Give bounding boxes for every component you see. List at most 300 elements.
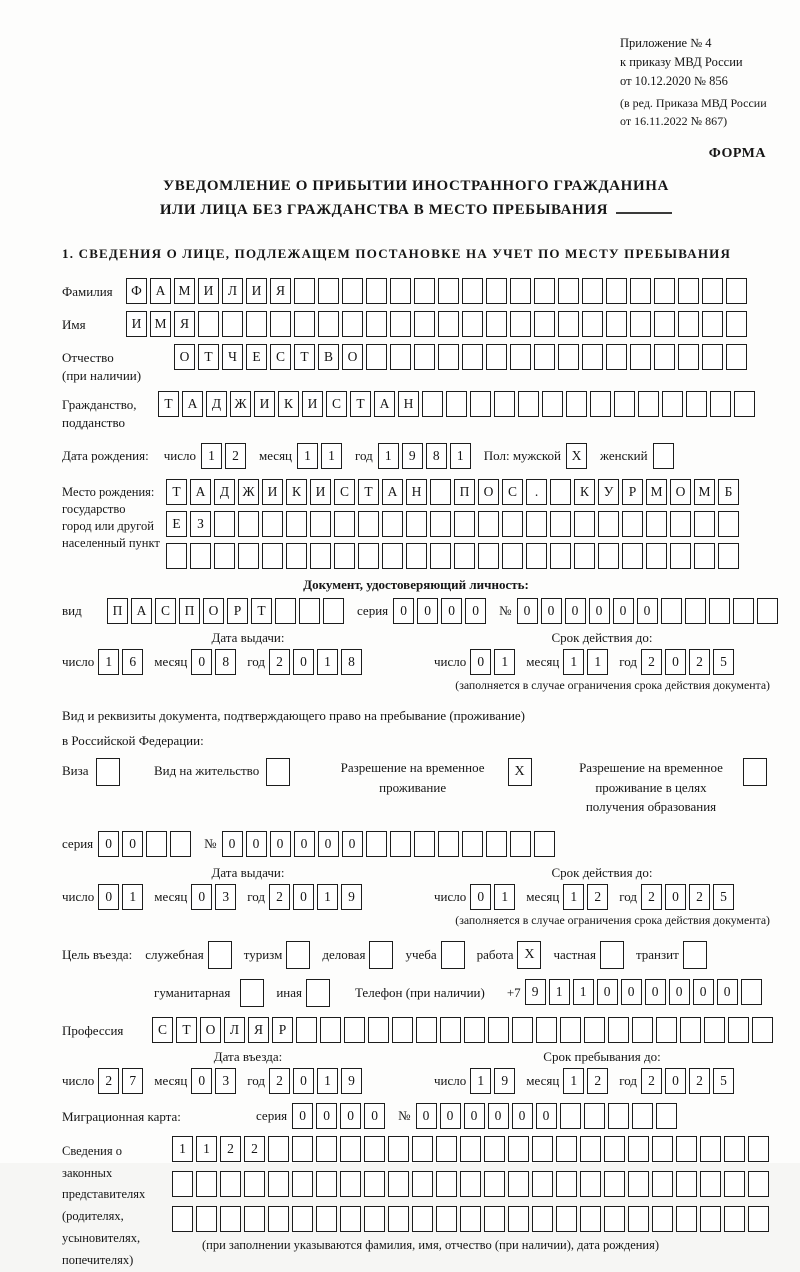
char-cell[interactable] — [486, 278, 507, 304]
char-cell[interactable] — [299, 598, 320, 624]
char-cell[interactable]: Т — [176, 1017, 197, 1043]
char-cell[interactable] — [532, 1206, 553, 1232]
char-cell[interactable] — [172, 1206, 193, 1232]
stay-day[interactable] — [470, 1068, 518, 1094]
char-cell[interactable]: 1 — [549, 979, 570, 1005]
name-input[interactable] — [126, 311, 750, 337]
char-cell[interactable] — [470, 391, 491, 417]
char-cell[interactable]: 3 — [215, 884, 236, 910]
char-cell[interactable]: Т — [166, 479, 187, 505]
char-cell[interactable] — [704, 1017, 725, 1043]
char-cell[interactable]: Н — [406, 479, 427, 505]
purpose-humanitarian-checkbox[interactable] — [240, 979, 267, 1007]
char-cell[interactable] — [366, 344, 387, 370]
char-cell[interactable] — [678, 344, 699, 370]
char-cell[interactable] — [438, 344, 459, 370]
char-cell[interactable] — [614, 391, 635, 417]
char-cell[interactable]: 0 — [98, 831, 119, 857]
entry-year[interactable] — [269, 1068, 365, 1094]
char-cell[interactable] — [752, 1017, 773, 1043]
char-cell[interactable] — [414, 344, 435, 370]
char-cell[interactable] — [574, 543, 595, 569]
char-cell[interactable] — [558, 311, 579, 337]
char-cell[interactable]: 0 — [270, 831, 291, 857]
char-cell[interactable]: 0 — [416, 1103, 437, 1129]
char-cell[interactable] — [560, 1017, 581, 1043]
char-cell[interactable] — [582, 311, 603, 337]
char-cell[interactable] — [436, 1171, 457, 1197]
char-cell[interactable]: 2 — [587, 1068, 608, 1094]
char-cell[interactable] — [598, 511, 619, 537]
char-cell[interactable] — [654, 344, 675, 370]
char-cell[interactable] — [652, 1206, 673, 1232]
char-cell[interactable] — [628, 1136, 649, 1162]
char-cell[interactable] — [632, 1103, 653, 1129]
char-cell[interactable]: 6 — [122, 649, 143, 675]
char-cell[interactable]: 0 — [693, 979, 714, 1005]
char-cell[interactable] — [244, 1171, 265, 1197]
resdoc-valid-month[interactable] — [563, 884, 611, 910]
char-cell[interactable] — [364, 1136, 385, 1162]
char-cell[interactable] — [683, 941, 707, 969]
char-cell[interactable] — [462, 831, 483, 857]
char-cell[interactable] — [366, 278, 387, 304]
char-cell[interactable]: Б — [718, 479, 739, 505]
char-cell[interactable] — [502, 511, 523, 537]
char-cell[interactable]: О — [174, 344, 195, 370]
char-cell[interactable] — [382, 543, 403, 569]
char-cell[interactable] — [342, 278, 363, 304]
char-cell[interactable]: У — [598, 479, 619, 505]
char-cell[interactable] — [532, 1171, 553, 1197]
char-cell[interactable]: 9 — [341, 1068, 362, 1094]
char-cell[interactable] — [661, 598, 682, 624]
iddoc-valid-year[interactable] — [641, 649, 737, 675]
char-cell[interactable]: Л — [224, 1017, 245, 1043]
char-cell[interactable] — [556, 1136, 577, 1162]
char-cell[interactable]: И — [246, 278, 267, 304]
char-cell[interactable] — [214, 511, 235, 537]
char-cell[interactable]: 2 — [269, 1068, 290, 1094]
char-cell[interactable] — [208, 941, 232, 969]
char-cell[interactable]: 9 — [494, 1068, 515, 1094]
char-cell[interactable] — [484, 1171, 505, 1197]
char-cell[interactable]: 2 — [689, 649, 710, 675]
char-cell[interactable]: 9 — [341, 884, 362, 910]
char-cell[interactable] — [654, 311, 675, 337]
char-cell[interactable] — [600, 941, 624, 969]
char-cell[interactable] — [366, 311, 387, 337]
char-cell[interactable]: 2 — [689, 1068, 710, 1094]
char-cell[interactable] — [550, 543, 571, 569]
char-cell[interactable]: 0 — [293, 649, 314, 675]
char-cell[interactable] — [334, 511, 355, 537]
char-cell[interactable]: 0 — [293, 884, 314, 910]
char-cell[interactable] — [382, 511, 403, 537]
char-cell[interactable]: Т — [358, 479, 379, 505]
reps-input-line2[interactable] — [172, 1171, 772, 1197]
char-cell[interactable] — [462, 278, 483, 304]
char-cell[interactable] — [748, 1171, 769, 1197]
char-cell[interactable]: К — [286, 479, 307, 505]
char-cell[interactable] — [238, 543, 259, 569]
birth-day-input[interactable] — [201, 443, 249, 469]
char-cell[interactable]: Р — [227, 598, 248, 624]
char-cell[interactable] — [316, 1171, 337, 1197]
char-cell[interactable] — [478, 543, 499, 569]
char-cell[interactable] — [622, 511, 643, 537]
char-cell[interactable] — [430, 511, 451, 537]
char-cell[interactable]: М — [174, 278, 195, 304]
char-cell[interactable] — [702, 311, 723, 337]
birth-year-input[interactable] — [378, 443, 474, 469]
resdoc-valid-year[interactable] — [641, 884, 737, 910]
char-cell[interactable]: С — [502, 479, 523, 505]
char-cell[interactable] — [652, 1136, 673, 1162]
purpose-commercial-checkbox[interactable] — [369, 941, 396, 969]
char-cell[interactable]: 0 — [536, 1103, 557, 1129]
char-cell[interactable]: 0 — [316, 1103, 337, 1129]
char-cell[interactable] — [488, 1017, 509, 1043]
char-cell[interactable]: 0 — [488, 1103, 509, 1129]
char-cell[interactable] — [604, 1136, 625, 1162]
char-cell[interactable] — [582, 278, 603, 304]
char-cell[interactable]: О — [478, 479, 499, 505]
mig-number-input[interactable] — [416, 1103, 680, 1129]
char-cell[interactable]: 1 — [450, 443, 471, 469]
char-cell[interactable]: В — [318, 344, 339, 370]
char-cell[interactable] — [146, 831, 167, 857]
char-cell[interactable] — [512, 1017, 533, 1043]
char-cell[interactable]: Ф — [126, 278, 147, 304]
char-cell[interactable] — [262, 543, 283, 569]
char-cell[interactable] — [460, 1136, 481, 1162]
char-cell[interactable] — [604, 1206, 625, 1232]
char-cell[interactable] — [412, 1206, 433, 1232]
char-cell[interactable] — [494, 391, 515, 417]
reps-input-line3[interactable] — [172, 1206, 772, 1232]
char-cell[interactable]: 2 — [225, 443, 246, 469]
char-cell[interactable] — [662, 391, 683, 417]
char-cell[interactable]: 7 — [122, 1068, 143, 1094]
char-cell[interactable]: 0 — [637, 598, 658, 624]
char-cell[interactable] — [266, 758, 290, 786]
char-cell[interactable]: 1 — [297, 443, 318, 469]
char-cell[interactable] — [678, 278, 699, 304]
char-cell[interactable] — [558, 344, 579, 370]
char-cell[interactable] — [196, 1171, 217, 1197]
purpose-business-checkbox[interactable] — [208, 941, 235, 969]
char-cell[interactable]: 1 — [317, 1068, 338, 1094]
char-cell[interactable] — [734, 391, 755, 417]
char-cell[interactable]: И — [126, 311, 147, 337]
char-cell[interactable] — [622, 543, 643, 569]
surname-input[interactable] — [126, 278, 750, 304]
char-cell[interactable]: 0 — [517, 598, 538, 624]
char-cell[interactable]: О — [670, 479, 691, 505]
char-cell[interactable] — [606, 278, 627, 304]
char-cell[interactable]: 0 — [191, 649, 212, 675]
char-cell[interactable]: 0 — [470, 649, 491, 675]
char-cell[interactable]: 0 — [122, 831, 143, 857]
char-cell[interactable]: Р — [272, 1017, 293, 1043]
char-cell[interactable] — [320, 1017, 341, 1043]
char-cell[interactable]: Н — [398, 391, 419, 417]
char-cell[interactable] — [170, 831, 191, 857]
char-cell[interactable] — [630, 278, 651, 304]
char-cell[interactable] — [446, 391, 467, 417]
char-cell[interactable] — [344, 1017, 365, 1043]
char-cell[interactable] — [340, 1206, 361, 1232]
citizenship-input[interactable] — [158, 391, 758, 417]
char-cell[interactable]: К — [278, 391, 299, 417]
char-cell[interactable]: 0 — [292, 1103, 313, 1129]
char-cell[interactable]: 8 — [215, 649, 236, 675]
char-cell[interactable]: 0 — [541, 598, 562, 624]
char-cell[interactable] — [678, 311, 699, 337]
char-cell[interactable] — [262, 511, 283, 537]
char-cell[interactable] — [462, 311, 483, 337]
char-cell[interactable] — [172, 1171, 193, 1197]
char-cell[interactable] — [422, 391, 443, 417]
char-cell[interactable]: 0 — [665, 1068, 686, 1094]
char-cell[interactable]: 0 — [665, 884, 686, 910]
char-cell[interactable] — [268, 1206, 289, 1232]
char-cell[interactable] — [694, 511, 715, 537]
char-cell[interactable]: 0 — [293, 1068, 314, 1094]
char-cell[interactable]: 1 — [470, 1068, 491, 1094]
char-cell[interactable] — [724, 1171, 745, 1197]
char-cell[interactable] — [748, 1136, 769, 1162]
char-cell[interactable] — [680, 1017, 701, 1043]
char-cell[interactable] — [556, 1206, 577, 1232]
patronymic-input[interactable] — [174, 344, 750, 370]
char-cell[interactable]: Т — [294, 344, 315, 370]
char-cell[interactable] — [198, 311, 219, 337]
char-cell[interactable] — [430, 543, 451, 569]
char-cell[interactable]: М — [646, 479, 667, 505]
char-cell[interactable] — [724, 1206, 745, 1232]
char-cell[interactable] — [478, 511, 499, 537]
char-cell[interactable] — [238, 511, 259, 537]
char-cell[interactable] — [441, 941, 465, 969]
char-cell[interactable] — [580, 1171, 601, 1197]
purpose-private-checkbox[interactable] — [600, 941, 627, 969]
profession-input[interactable] — [152, 1017, 776, 1043]
char-cell[interactable]: 0 — [222, 831, 243, 857]
char-cell[interactable] — [240, 979, 264, 1007]
char-cell[interactable] — [460, 1171, 481, 1197]
char-cell[interactable] — [748, 1206, 769, 1232]
char-cell[interactable] — [630, 344, 651, 370]
char-cell[interactable]: А — [374, 391, 395, 417]
char-cell[interactable]: X — [508, 758, 532, 786]
char-cell[interactable] — [275, 598, 296, 624]
doc-type-input[interactable] — [107, 598, 347, 624]
char-cell[interactable]: Ж — [238, 479, 259, 505]
char-cell[interactable] — [340, 1136, 361, 1162]
char-cell[interactable] — [757, 598, 778, 624]
char-cell[interactable]: Я — [174, 311, 195, 337]
char-cell[interactable]: 3 — [215, 1068, 236, 1094]
purpose-tourism-checkbox[interactable] — [286, 941, 313, 969]
char-cell[interactable] — [550, 511, 571, 537]
char-cell[interactable] — [733, 598, 754, 624]
char-cell[interactable] — [323, 598, 344, 624]
char-cell[interactable]: А — [182, 391, 203, 417]
char-cell[interactable]: П — [179, 598, 200, 624]
char-cell[interactable] — [608, 1103, 629, 1129]
char-cell[interactable]: 0 — [589, 598, 610, 624]
char-cell[interactable] — [510, 831, 531, 857]
birthplace-input-line1[interactable] — [166, 479, 742, 505]
char-cell[interactable]: И — [302, 391, 323, 417]
char-cell[interactable] — [590, 391, 611, 417]
char-cell[interactable]: 0 — [294, 831, 315, 857]
char-cell[interactable]: А — [382, 479, 403, 505]
purpose-work-checkbox[interactable] — [517, 941, 544, 969]
char-cell[interactable] — [412, 1171, 433, 1197]
char-cell[interactable] — [436, 1136, 457, 1162]
char-cell[interactable] — [558, 278, 579, 304]
char-cell[interactable]: А — [190, 479, 211, 505]
char-cell[interactable] — [653, 443, 674, 469]
char-cell[interactable]: 2 — [641, 884, 662, 910]
char-cell[interactable] — [718, 511, 739, 537]
char-cell[interactable]: 0 — [669, 979, 690, 1005]
char-cell[interactable]: О — [203, 598, 224, 624]
char-cell[interactable]: 1 — [563, 649, 584, 675]
char-cell[interactable]: 0 — [565, 598, 586, 624]
doc-series-input[interactable] — [393, 598, 489, 624]
char-cell[interactable]: 1 — [172, 1136, 193, 1162]
char-cell[interactable] — [638, 391, 659, 417]
char-cell[interactable] — [414, 278, 435, 304]
char-cell[interactable] — [550, 479, 571, 505]
resdoc-valid-day[interactable] — [470, 884, 518, 910]
char-cell[interactable] — [606, 344, 627, 370]
char-cell[interactable] — [526, 543, 547, 569]
char-cell[interactable]: М — [150, 311, 171, 337]
char-cell[interactable]: 1 — [587, 649, 608, 675]
char-cell[interactable] — [342, 311, 363, 337]
char-cell[interactable] — [726, 311, 747, 337]
char-cell[interactable] — [628, 1171, 649, 1197]
char-cell[interactable] — [534, 831, 555, 857]
char-cell[interactable] — [484, 1136, 505, 1162]
char-cell[interactable]: 0 — [340, 1103, 361, 1129]
char-cell[interactable] — [220, 1171, 241, 1197]
char-cell[interactable] — [574, 511, 595, 537]
purpose-other-checkbox[interactable] — [306, 979, 333, 1007]
char-cell[interactable]: 0 — [318, 831, 339, 857]
char-cell[interactable]: О — [342, 344, 363, 370]
sex-male-checkbox[interactable] — [566, 443, 590, 469]
char-cell[interactable]: 0 — [645, 979, 666, 1005]
char-cell[interactable] — [222, 311, 243, 337]
char-cell[interactable] — [390, 311, 411, 337]
char-cell[interactable] — [606, 311, 627, 337]
res-series-input[interactable] — [98, 831, 194, 857]
char-cell[interactable]: Т — [158, 391, 179, 417]
mig-series-input[interactable] — [292, 1103, 388, 1129]
char-cell[interactable] — [676, 1171, 697, 1197]
char-cell[interactable] — [462, 344, 483, 370]
char-cell[interactable] — [656, 1017, 677, 1043]
entry-day[interactable] — [98, 1068, 146, 1094]
char-cell[interactable] — [685, 598, 706, 624]
char-cell[interactable]: А — [131, 598, 152, 624]
char-cell[interactable] — [340, 1171, 361, 1197]
char-cell[interactable] — [743, 758, 767, 786]
char-cell[interactable]: 0 — [464, 1103, 485, 1129]
resdoc-issue-day[interactable] — [98, 884, 146, 910]
char-cell[interactable]: 0 — [621, 979, 642, 1005]
residence-permit-checkbox[interactable] — [266, 758, 293, 786]
char-cell[interactable] — [584, 1017, 605, 1043]
char-cell[interactable] — [268, 1136, 289, 1162]
char-cell[interactable] — [486, 831, 507, 857]
char-cell[interactable] — [364, 1171, 385, 1197]
char-cell[interactable]: 0 — [665, 649, 686, 675]
char-cell[interactable] — [532, 1136, 553, 1162]
char-cell[interactable]: 1 — [563, 884, 584, 910]
char-cell[interactable] — [390, 344, 411, 370]
char-cell[interactable]: 2 — [641, 649, 662, 675]
char-cell[interactable] — [406, 511, 427, 537]
char-cell[interactable]: X — [517, 941, 541, 969]
char-cell[interactable]: Т — [198, 344, 219, 370]
char-cell[interactable] — [268, 1171, 289, 1197]
char-cell[interactable] — [510, 278, 531, 304]
char-cell[interactable]: 1 — [321, 443, 342, 469]
char-cell[interactable]: О — [200, 1017, 221, 1043]
char-cell[interactable] — [414, 831, 435, 857]
char-cell[interactable]: 0 — [470, 884, 491, 910]
char-cell[interactable] — [508, 1206, 529, 1232]
char-cell[interactable] — [710, 391, 731, 417]
char-cell[interactable] — [676, 1206, 697, 1232]
char-cell[interactable]: И — [262, 479, 283, 505]
char-cell[interactable]: 1 — [201, 443, 222, 469]
char-cell[interactable] — [358, 543, 379, 569]
char-cell[interactable] — [560, 1103, 581, 1129]
char-cell[interactable]: 0 — [364, 1103, 385, 1129]
char-cell[interactable] — [460, 1206, 481, 1232]
char-cell[interactable] — [508, 1136, 529, 1162]
char-cell[interactable]: 2 — [98, 1068, 119, 1094]
char-cell[interactable]: 0 — [98, 884, 119, 910]
char-cell[interactable]: 2 — [220, 1136, 241, 1162]
char-cell[interactable] — [726, 278, 747, 304]
char-cell[interactable] — [510, 311, 531, 337]
char-cell[interactable] — [598, 543, 619, 569]
char-cell[interactable]: П — [454, 479, 475, 505]
char-cell[interactable]: К — [574, 479, 595, 505]
iddoc-issue-day[interactable] — [98, 649, 146, 675]
res-number-input[interactable] — [222, 831, 558, 857]
char-cell[interactable]: Д — [214, 479, 235, 505]
char-cell[interactable]: Р — [622, 479, 643, 505]
char-cell[interactable] — [724, 1136, 745, 1162]
char-cell[interactable]: 0 — [440, 1103, 461, 1129]
entry-month[interactable] — [191, 1068, 239, 1094]
char-cell[interactable]: Л — [222, 278, 243, 304]
char-cell[interactable] — [566, 391, 587, 417]
char-cell[interactable] — [700, 1171, 721, 1197]
char-cell[interactable] — [369, 941, 393, 969]
char-cell[interactable] — [454, 543, 475, 569]
